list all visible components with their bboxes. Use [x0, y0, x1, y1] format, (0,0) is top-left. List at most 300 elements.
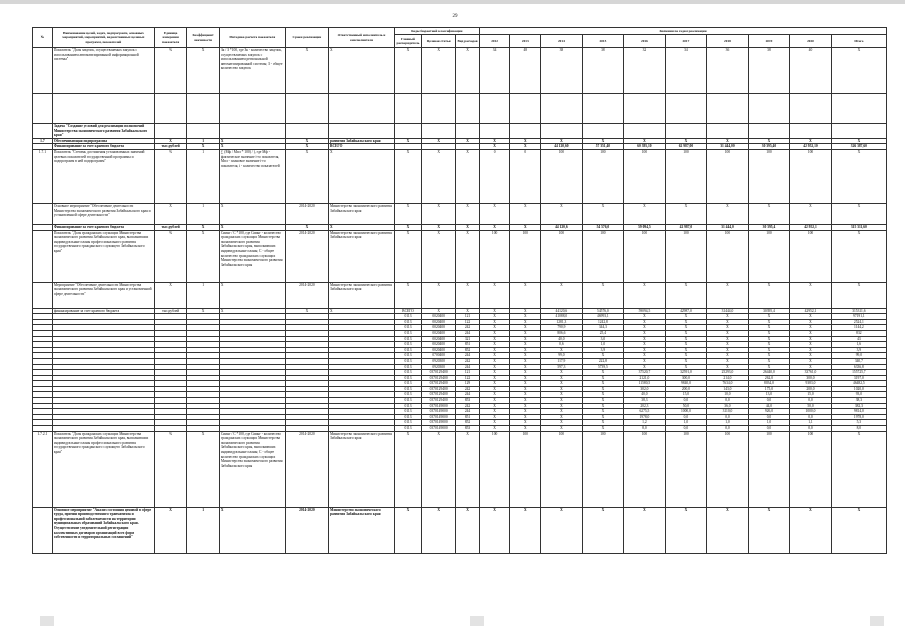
table-cell	[624, 94, 666, 124]
table-cell: 0020400	[422, 347, 456, 353]
table-cell	[33, 124, 53, 139]
table-cell: 0113	[394, 353, 421, 359]
table-cell: X	[665, 325, 707, 331]
table-cell: X	[541, 375, 583, 381]
header-year-values: Значения по годам реализации	[479, 28, 886, 35]
table-cell: 129	[456, 381, 479, 387]
table-cell: X	[510, 203, 541, 224]
table-cell: 93,0	[831, 392, 886, 398]
table-cell: 62 987,00	[665, 144, 707, 150]
table-cell: X	[394, 203, 421, 224]
table-cell: X	[582, 203, 624, 224]
table-cell	[219, 124, 285, 139]
table-cell: 10,0	[707, 392, 749, 398]
table-cell: 32	[624, 48, 666, 94]
table-cell: 300,0	[790, 375, 832, 381]
table-cell: X	[510, 398, 541, 404]
table-cell: X	[665, 319, 707, 325]
table-cell: 25,4	[582, 330, 624, 336]
table-cell: 42 952,10	[790, 144, 832, 150]
table-cell: X	[456, 138, 479, 144]
table-cell: 30 395,4	[748, 224, 790, 230]
table-cell	[831, 94, 886, 124]
table-cell: 13,0	[748, 392, 790, 398]
table-cell: X	[624, 336, 666, 342]
table-cell: 44 120,6	[541, 224, 583, 230]
table-cell: 7634,0	[707, 381, 749, 387]
table-cell: 0020400	[422, 342, 456, 348]
table-cell: X	[479, 392, 510, 398]
scan-border	[0, 0, 905, 4]
table-cell: 242	[456, 358, 479, 364]
table-cell: 0113	[394, 398, 421, 404]
table-cell: X	[748, 342, 790, 348]
table-cell: 790,9	[541, 325, 583, 331]
table-cell: X	[582, 375, 624, 381]
table-cell: X	[748, 336, 790, 342]
table-cell: 1978,0	[624, 414, 666, 420]
table-cell: X	[541, 398, 583, 404]
table-cell: 0020400	[422, 336, 456, 342]
table-cell: 1	[187, 203, 219, 224]
table-cell: 0370149000	[422, 414, 456, 420]
table-cell: 9840,0	[665, 381, 707, 387]
table-cell: X	[624, 138, 666, 144]
table-cell: 36,0	[707, 403, 749, 409]
table-cell	[790, 124, 832, 139]
table-cell: X	[541, 347, 583, 353]
table-cell: X	[541, 381, 583, 387]
table-cell: 222,8	[582, 358, 624, 364]
table-cell: X	[790, 507, 832, 553]
table-cell: 100	[665, 431, 707, 507]
table-cell: 42987,0	[665, 308, 707, 314]
table-cell: 100	[541, 431, 583, 507]
table-cell: X	[624, 325, 666, 331]
table-cell: X	[285, 48, 328, 94]
table-cell: X	[790, 319, 832, 325]
table-cell: X	[479, 420, 510, 426]
table-cell: X	[510, 336, 541, 342]
table-cell: 244	[456, 392, 479, 398]
table-cell: X	[456, 48, 479, 94]
table-cell: 2014-2020	[285, 203, 328, 224]
table-cell: 852	[456, 420, 479, 426]
table-cell: X	[790, 314, 832, 320]
table-cell: 38,3	[831, 398, 886, 404]
table-cell: 853	[456, 398, 479, 404]
table-cell: 0113	[394, 420, 421, 426]
table-row	[33, 48, 887, 94]
table-cell: X	[479, 409, 510, 415]
table-cell: Финансирование за счет краевого бюджета	[52, 144, 154, 150]
table-cell: 244	[456, 364, 479, 370]
table-cell: X	[285, 144, 328, 150]
table-cell	[707, 94, 749, 124]
table-cell: X	[624, 342, 666, 348]
table-cell: X	[665, 138, 707, 144]
table-cell: X	[624, 347, 666, 353]
table-cell: X	[479, 358, 510, 364]
table-cell: 0,0	[748, 398, 790, 404]
table-cell: 242	[456, 386, 479, 392]
table-cell: 0,6	[541, 342, 583, 348]
table-cell: X	[329, 224, 395, 230]
table-cell: X	[394, 431, 421, 507]
table-cell: 1242,8	[582, 319, 624, 325]
table-cell: X	[707, 364, 749, 370]
table-cell: X	[665, 353, 707, 359]
table-cell	[510, 94, 541, 124]
table-cell: X	[479, 325, 510, 331]
table-row	[33, 282, 887, 308]
table-cell: 3,0	[582, 336, 624, 342]
table-cell: 1	[187, 282, 219, 308]
table-cell: X	[456, 224, 479, 230]
table-cell: Министерство экономического развития Забайкальского края	[329, 282, 395, 308]
table-cell: X	[790, 353, 832, 359]
table-cell: X	[329, 48, 395, 94]
table-row	[33, 94, 887, 124]
table-cell: 0113	[394, 403, 421, 409]
table-cell	[329, 124, 395, 139]
table-cell: X	[582, 507, 624, 553]
table-cell: 0113	[394, 370, 421, 376]
table-cell	[394, 94, 421, 124]
table-cell: 321	[456, 336, 479, 342]
table-cell: X	[541, 409, 583, 415]
table-cell: Показатель "Доля гражданских служащих Министерства экономического развития Забайкальского края, выполнивших индивидуальные планы профессионального развития государственного гражданского служащего Забайкальского края"	[52, 431, 154, 507]
table-cell: 2014-2020	[285, 282, 328, 308]
table-cell: X	[422, 224, 456, 230]
table-cell: 50,0	[790, 403, 832, 409]
table-cell: 326 387,60	[831, 144, 886, 150]
table-cell: 38,3	[624, 398, 666, 404]
table-cell: X	[510, 330, 541, 336]
table-cell: 100	[582, 149, 624, 203]
header-name: Наименование целей, задач, подпрограмм, основных мероприятий, мероприятий, ведомственных целевых программ, показателей	[52, 28, 154, 48]
table-cell: 122	[456, 319, 479, 325]
table-cell: 0113	[394, 319, 421, 325]
table-cell: X	[790, 364, 832, 370]
table-cell: X	[456, 282, 479, 308]
table-cell: X	[422, 431, 456, 507]
table-cell: 9814,0	[831, 409, 886, 415]
header-year-col: 2012	[479, 35, 510, 48]
table-cell: 0700400	[422, 353, 456, 359]
table-cell: 0020400	[422, 330, 456, 336]
table-cell: 832	[831, 330, 886, 336]
table-cell: 244	[456, 409, 479, 415]
table-cell: X	[154, 203, 186, 224]
table-cell: X	[748, 314, 790, 320]
table-cell	[479, 124, 510, 139]
table-cell: X	[748, 325, 790, 331]
table-cell: 1.7.2.1	[33, 431, 53, 507]
table-cell: 100	[479, 431, 510, 507]
table-cell: X	[422, 507, 456, 553]
table-cell: 43	[831, 336, 886, 342]
table-cell: 15,0	[790, 392, 832, 398]
table-cell: X	[510, 364, 541, 370]
table-cell: X	[154, 507, 186, 553]
table-cell: X	[541, 138, 583, 144]
table-cell: X	[748, 353, 790, 359]
table-cell: 100	[479, 230, 510, 282]
table-cell: Министерство экономического развития Забайкальского края	[329, 203, 395, 224]
table-cell: X	[187, 144, 219, 150]
table-row	[33, 230, 887, 282]
table-cell: X	[748, 358, 790, 364]
table-cell: X	[582, 386, 624, 392]
table-cell: 0920300	[422, 358, 456, 364]
table-cell: 2524,1	[831, 319, 886, 325]
table-cell	[624, 124, 666, 139]
table-cell: 117,9	[541, 358, 583, 364]
table-row	[33, 124, 887, 139]
table-cell: 121	[456, 314, 479, 320]
table-cell: 100	[665, 230, 707, 282]
table-cell: 0113	[394, 347, 421, 353]
table-cell: X	[748, 330, 790, 336]
table-cell: 1020,0	[831, 386, 886, 392]
table-cell: X	[285, 224, 328, 230]
table-cell: 1	[187, 149, 219, 203]
header-year-col: 2013	[510, 35, 541, 48]
table-cell: X	[748, 203, 790, 224]
table-cell: 26440,0	[748, 370, 790, 376]
table-cell: X	[510, 282, 541, 308]
table-cell: 100	[665, 149, 707, 203]
table-cell: X	[479, 138, 510, 144]
table-cell: 175,0	[748, 386, 790, 392]
table-cell: X	[479, 386, 510, 392]
table-cell	[831, 124, 886, 139]
header-method: Методика расчета показателя	[219, 28, 285, 48]
table-cell: 8,0	[624, 426, 666, 432]
table-cell: X	[510, 314, 541, 320]
table-cell: 0,0	[665, 398, 707, 404]
table-cell: X	[510, 319, 541, 325]
table-cell: ВСЕГО	[394, 308, 421, 314]
table-cell: 853	[456, 426, 479, 432]
table-cell: 44120,6	[541, 308, 583, 314]
table-cell: 60 395,10	[624, 144, 666, 150]
table-cell: 340,7	[831, 358, 886, 364]
table-cell: X	[665, 507, 707, 553]
table-cell: 315311,6	[831, 308, 886, 314]
table-cell: 1,0	[665, 420, 707, 426]
table-cell	[790, 94, 832, 124]
table-cell: X	[624, 319, 666, 325]
table-cell: X	[187, 230, 219, 282]
table-cell: 202,3	[624, 403, 666, 409]
table-cell: 1	[187, 138, 219, 144]
table-cell: 0020400	[422, 325, 456, 331]
table-cell: 1,1	[790, 420, 832, 426]
table-cell: 0113	[394, 414, 421, 420]
table-cell: 31 444,0	[707, 224, 749, 230]
table-cell: 36	[707, 48, 749, 94]
table-cell: тыс.рублей	[154, 144, 186, 150]
table-cell: X	[219, 203, 285, 224]
table-cell: 851	[456, 414, 479, 420]
table-cell: X	[479, 364, 510, 370]
table-cell: X	[707, 353, 749, 359]
table-cell: 0,0	[665, 426, 707, 432]
table-cell: 31444,0	[707, 308, 749, 314]
table-cell: X	[582, 381, 624, 387]
table-cell: 46482,5	[831, 381, 886, 387]
table-cell: Основное мероприятие "Анализ состояния ценовой в сфере труда, причин производственного травматизма и профессиональной заболеваемости на территории муниципальных образований Забайкальского края. Осуществление уведомительной регистрации коллективных договоров организаций всех форм собственности и территориальных соглашений"	[52, 507, 154, 553]
table-cell: 300,0	[665, 375, 707, 381]
table-cell: X	[219, 282, 285, 308]
table-cell: 0370129400	[422, 375, 456, 381]
table-cell: 48	[510, 48, 541, 94]
table-cell: Сиинг / С *100, где Сиинг - количество гражданских служащих Министерства экономического развития Забайкальского края, выполнивших индивидуальные планы; С - общее количество гражданских служащих Министерства экономического развития Забайкальского края	[219, 230, 285, 282]
table-cell: X	[624, 314, 666, 320]
table-cell: 0,0	[665, 414, 707, 420]
table-cell: X	[510, 409, 541, 415]
table-cell: X	[479, 414, 510, 420]
table-cell: 54576,0	[582, 308, 624, 314]
table-cell: 32591,0	[665, 370, 707, 376]
table-cell: X	[479, 426, 510, 432]
table-cell: X	[219, 224, 285, 230]
table-cell: X	[748, 347, 790, 353]
table-cell: X	[790, 358, 832, 364]
header-number: №	[33, 28, 53, 48]
table-cell: Показатель "Степень достижения установленных значений целевых показателей государственной программы и подпрограмм в ней подпрограмм"	[52, 149, 154, 203]
table-cell: 0113	[394, 386, 421, 392]
table-cell: Мероприятие "Обеспечение деятельности Министерства экономического развития Забайкальского края и установленной сфере деятельности"	[52, 282, 154, 308]
table-cell: X	[479, 403, 510, 409]
table-cell: 97191,1	[831, 314, 886, 320]
table-cell: X	[479, 507, 510, 553]
table-cell: X	[479, 398, 510, 404]
table-cell: X	[790, 347, 832, 353]
table-row	[33, 149, 887, 203]
table-cell: 0370129400	[422, 386, 456, 392]
table-cell: 100	[748, 149, 790, 203]
table-cell: 0370149000	[422, 420, 456, 426]
table-cell	[52, 94, 154, 124]
table-cell: X	[624, 358, 666, 364]
table-cell: X	[831, 282, 886, 308]
table-cell: X	[707, 314, 749, 320]
scan-artifact	[470, 616, 484, 626]
header-coefficient: Коэффициент значимости	[187, 28, 219, 48]
table-cell: X	[479, 224, 510, 230]
table-cell: 34	[479, 48, 510, 94]
header-year-col: 2014	[541, 35, 583, 48]
table-cell: 0	[479, 149, 510, 203]
table-cell: 852	[456, 347, 479, 353]
table-cell: X	[510, 138, 541, 144]
table-cell: 0113	[394, 381, 421, 387]
table-cell: X	[479, 144, 510, 150]
table-cell: 0113	[394, 364, 421, 370]
table-cell: Задача "Создание условий для реализации полномочий Министерства экономического развития Забайкальского края"	[52, 124, 154, 139]
table-cell: X	[707, 330, 749, 336]
table-cell: X	[510, 144, 541, 150]
header-year-col: 2017	[665, 35, 707, 48]
table-cell: 100	[790, 149, 832, 203]
table-cell: 1,2	[624, 420, 666, 426]
table-cell: X	[422, 149, 456, 203]
table-cell: 3,9	[582, 347, 624, 353]
table-cell: 926,0	[748, 409, 790, 415]
table-cell: 155725,7	[831, 370, 886, 376]
table-cell: 1,0	[582, 342, 624, 348]
table-cell: 2014-2020	[285, 431, 328, 507]
table-cell: X	[479, 314, 510, 320]
table-cell: X	[831, 507, 886, 553]
table-cell: 40,0	[541, 336, 583, 342]
table-cell	[33, 94, 53, 124]
table-cell: 0,0	[748, 414, 790, 420]
table-cell	[219, 94, 285, 124]
table-cell: X	[707, 342, 749, 348]
table-cell: 38	[748, 48, 790, 94]
table-cell: 0	[510, 149, 541, 203]
table-cell: 302,0	[624, 386, 666, 392]
table-cell: Финансирование за счет краевого бюджета	[52, 224, 154, 230]
table-cell	[33, 230, 53, 282]
table-cell: X	[831, 48, 886, 94]
table-cell: X	[582, 353, 624, 359]
table-cell: X	[285, 308, 328, 314]
table-cell: 3,9	[831, 347, 886, 353]
table-cell: 100	[624, 230, 666, 282]
table-cell: 100	[582, 230, 624, 282]
table-cell: 30 395,40	[748, 144, 790, 150]
table-cell: 100	[790, 431, 832, 507]
table-cell: 100	[707, 431, 749, 507]
table-cell: X	[510, 426, 541, 432]
table-cell: X	[187, 48, 219, 94]
table-cell: X	[790, 138, 832, 144]
table-cell: X	[422, 138, 456, 144]
table-cell: X	[665, 336, 707, 342]
table-cell: развития Забайкальского края	[329, 138, 395, 144]
table-cell: 34	[665, 48, 707, 94]
table-cell: X	[665, 364, 707, 370]
table-cell: 214,0	[707, 375, 749, 381]
header-code-col: Вид расходов	[456, 35, 479, 48]
table-cell: X	[456, 203, 479, 224]
table-cell: 100	[541, 230, 583, 282]
table-cell: 0,0	[707, 414, 749, 420]
table-cell: X	[707, 507, 749, 553]
table-cell: X	[790, 342, 832, 348]
table-cell: %	[154, 48, 186, 94]
table-cell: X	[422, 203, 456, 224]
table-cell: X	[510, 358, 541, 364]
table-cell	[748, 124, 790, 139]
table-cell: ∑ (Мф / Мпл * 100) / ), где Мф - фактическое значение i-го показателя, Мпл - плановое значение i-го показателя, i - количество показателей	[219, 149, 285, 203]
header-year-col: 2018	[707, 35, 749, 48]
table-cell: X	[456, 230, 479, 282]
table-cell: 100	[707, 149, 749, 203]
table-cell: X	[624, 353, 666, 359]
table-cell: 1.7.1	[33, 149, 53, 203]
table-cell: X	[394, 230, 421, 282]
table-cell	[665, 94, 707, 124]
table-cell: X	[510, 347, 541, 353]
table-cell: 0,0	[790, 398, 832, 404]
table-cell: X	[748, 319, 790, 325]
